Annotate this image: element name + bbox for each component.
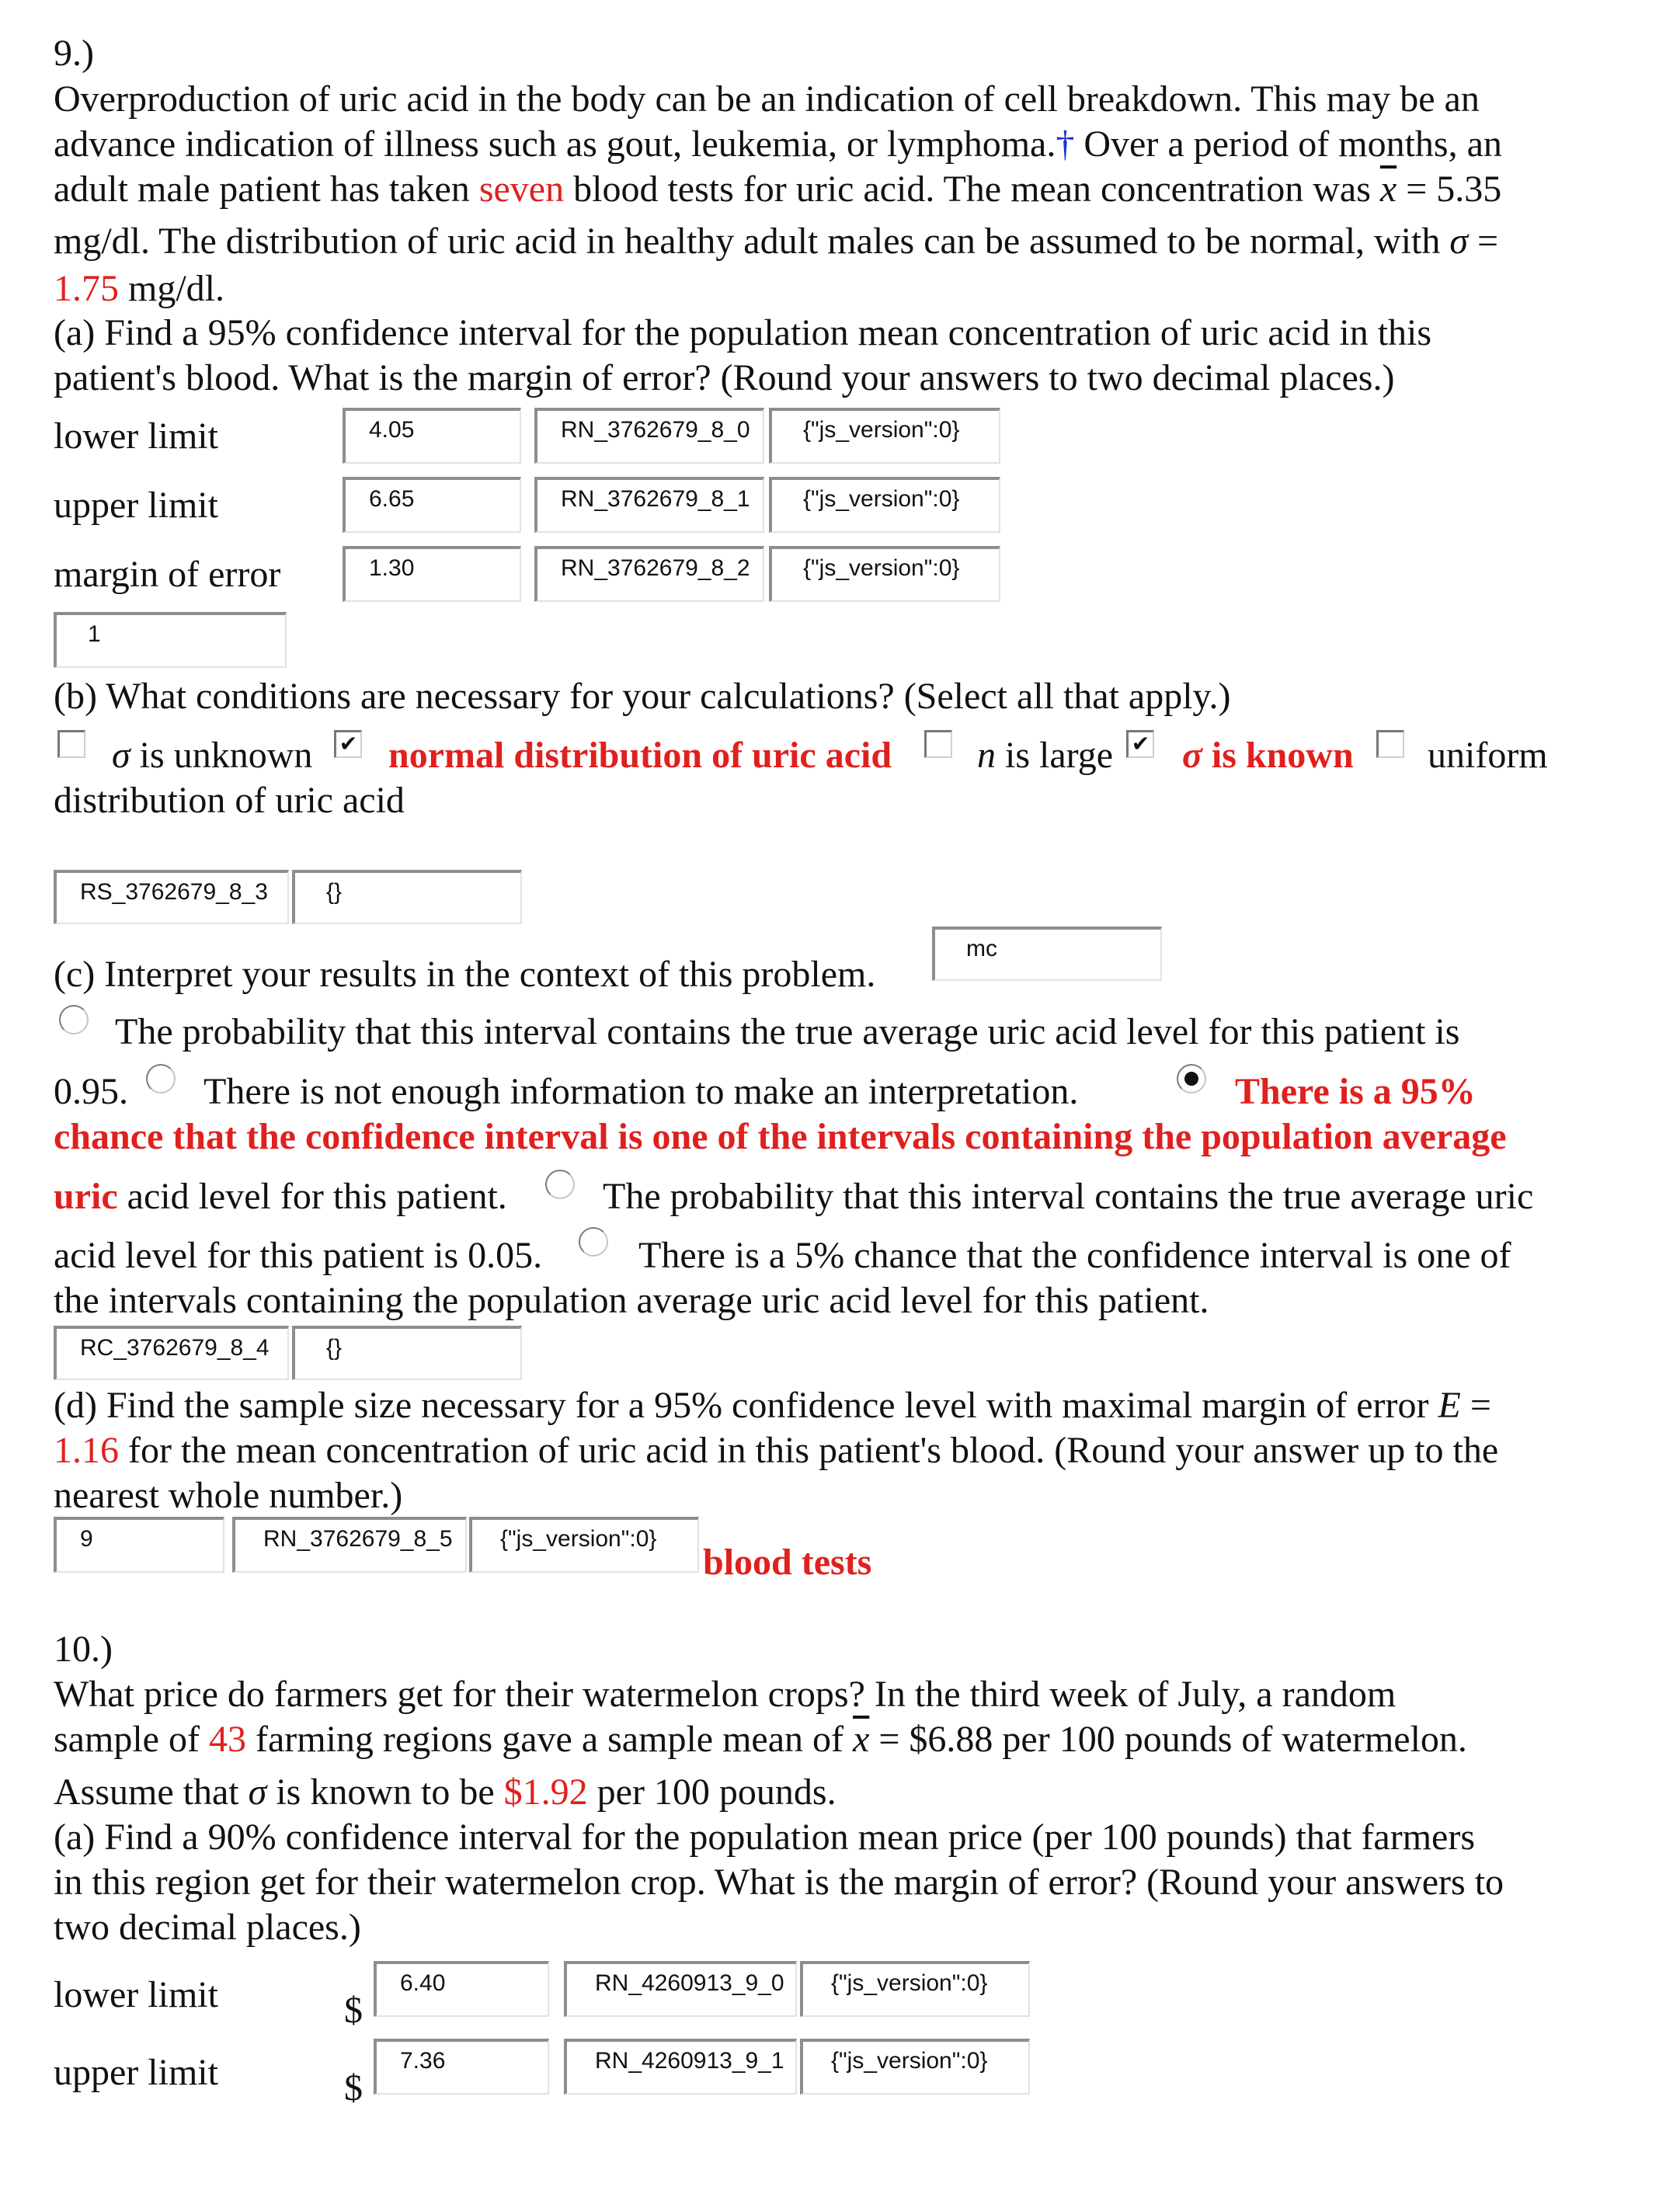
q9a-margin-of-error-input[interactable]: 1.30	[343, 546, 521, 602]
normal-distribution-label: normal distribution of uric acid	[388, 735, 892, 776]
uniform-distribution-label-2: distribution of uric acid	[54, 780, 405, 821]
q10a-upper-limit-js-field[interactable]: {"js_version":0}	[800, 2039, 1030, 2095]
q9c-option-3-radio[interactable]	[1177, 1064, 1206, 1094]
q9d-sample-size-input[interactable]: 9	[54, 1517, 224, 1573]
question-9-number: 9.)	[54, 33, 94, 74]
margin-e-value: 1.16	[54, 1430, 119, 1471]
q9c-rc-js-field[interactable]: {}	[292, 1326, 522, 1380]
q10-intro-line-3: Assume that σ is known to be $1.92 per 100 pounds.	[54, 1772, 837, 1813]
q9d-text-line-2: 1.16 for the mean concentration of uric acid in this patient's blood. (Round your answer up to the	[54, 1430, 1499, 1471]
q10a-upper-limit-rn-field[interactable]: RN_4260913_9_1	[564, 2039, 797, 2095]
uniform-distribution-checkbox[interactable]	[1376, 730, 1404, 758]
q9c-option-5-text-2: the intervals containing the population average uric acid level for this patient.	[54, 1280, 1209, 1321]
q9-intro-line-5: 1.75 mg/dl.	[54, 268, 225, 309]
question-10-number: 10.)	[54, 1629, 113, 1670]
q10a-text-line-1: (a) Find a 90% confidence interval for the population mean price (per 100 pounds) that farmers	[54, 1817, 1476, 1858]
q10a-upper-limit-input[interactable]: 7.36	[374, 2039, 549, 2095]
q9c-option-2-text: There is not enough information to make an interpretation.	[203, 1071, 1079, 1112]
q9c-option-4-text-2: acid level for this patient is 0.05.	[54, 1235, 543, 1276]
sigma-known-label: σ is known	[1182, 735, 1354, 776]
sigma-known-checkbox[interactable]: ✔	[1126, 730, 1154, 758]
q9c-option-1-text-1: The probability that this interval contains the true average uric acid level for this patient is	[115, 1011, 1460, 1052]
q9a-text-line-2: patient's blood. What is the margin of error? (Round your answers to two decimal places.)	[54, 357, 1395, 398]
q9a-upper-limit-js-field[interactable]: {"js_version":0}	[769, 477, 1000, 533]
q9c-option-5-text-1: There is a 5% chance that the confidence interval is one of	[638, 1235, 1511, 1276]
q9d-text-line-1: (d) Find the sample size necessary for a 95% confidence level with maximal margin of error E =	[54, 1385, 1491, 1426]
q9c-option-5-radio[interactable]	[579, 1227, 608, 1257]
q9b-rs-js-field[interactable]: {}	[292, 870, 522, 924]
uniform-distribution-label-1: uniform	[1428, 735, 1548, 776]
q9d-unit-label: blood tests	[703, 1542, 872, 1583]
sample-size-43: 43	[208, 1719, 246, 1760]
q9a-upper-limit-label: upper limit	[54, 485, 218, 526]
q9c-option-4-radio[interactable]	[545, 1170, 575, 1199]
q9a-text-line-1: (a) Find a 95% confidence interval for the population mean concentration of uric acid in this	[54, 312, 1432, 353]
q10a-lower-limit-input[interactable]: 6.40	[374, 1961, 549, 2017]
footnote-dagger-link[interactable]: †	[1056, 123, 1075, 165]
q9c-option-3-text-1: There is a 95%	[1235, 1071, 1476, 1112]
q10a-upper-limit-label: upper limit	[54, 2052, 218, 2093]
sample-count-seven: seven	[478, 169, 565, 210]
q9d-js-field[interactable]: {"js_version":0}	[469, 1517, 699, 1573]
q10a-lower-limit-rn-field[interactable]: RN_4260913_9_0	[564, 1961, 797, 2017]
q9a-upper-limit-rn-field[interactable]: RN_3762679_8_1	[534, 477, 764, 533]
q9a-lower-limit-input[interactable]: 4.05	[343, 408, 521, 464]
q9a-lower-limit-js-field[interactable]: {"js_version":0}	[769, 408, 1000, 464]
q10a-lower-limit-label: lower limit	[54, 1974, 218, 2015]
sigma-unknown-checkbox[interactable]	[57, 730, 85, 758]
q9a-upper-limit-input[interactable]: 6.65	[343, 477, 521, 533]
q9-intro-line-2: advance indication of illness such as gout, leukemia, or lymphoma.† Over a period of months, an	[54, 123, 1502, 165]
q10a-lower-dollar-sign: $	[344, 1990, 363, 2031]
q9a-lower-limit-label: lower limit	[54, 415, 218, 457]
q9c-question: (c) Interpret your results in the context of this problem.	[54, 954, 876, 995]
q9c-rc-field[interactable]: RC_3762679_8_4	[54, 1326, 289, 1380]
q10a-text-line-3: two decimal places.)	[54, 1907, 361, 1948]
q9a-margin-of-error-rn-field[interactable]: RN_3762679_8_2	[534, 546, 764, 602]
q9a-extra-input[interactable]: 1	[54, 612, 287, 668]
q9d-text-line-3: nearest whole number.)	[54, 1475, 403, 1516]
sigma-unknown-label: σ is unknown	[112, 735, 313, 776]
q9c-option-3-text-3: uric acid level for this patient.	[54, 1176, 507, 1217]
q10a-upper-dollar-sign: $	[344, 2067, 363, 2109]
q9c-option-1-text-2: 0.95.	[54, 1071, 128, 1112]
q9a-margin-of-error-label: margin of error	[54, 554, 281, 595]
q9c-option-2-radio[interactable]	[146, 1064, 176, 1094]
q9c-option-3-text-2: chance that the confidence interval is one of the intervals containing the population average	[54, 1116, 1507, 1157]
q9a-margin-of-error-js-field[interactable]: {"js_version":0}	[769, 546, 1000, 602]
q9d-rn-field[interactable]: RN_3762679_8_5	[232, 1517, 467, 1573]
q9-intro-line-1: Overproduction of uric acid in the body can be an indication of cell breakdown. This may be an	[54, 78, 1480, 120]
q9b-rs-field[interactable]: RS_3762679_8_3	[54, 870, 289, 924]
q9b-question: (b) What conditions are necessary for your calculations? (Select all that apply.)	[54, 676, 1231, 717]
q10-intro-line-1: What price do farmers get for their watermelon crops? In the third week of July, a random	[54, 1674, 1397, 1715]
normal-distribution-checkbox[interactable]: ✔	[334, 730, 362, 758]
q9-intro-line-3: adult male patient has taken seven blood tests for uric acid. The mean concentration was $\overline{x} = 5.35$	[54, 169, 1502, 210]
q9c-option-1-radio[interactable]	[59, 1005, 89, 1034]
n-is-large-label: n is large	[977, 735, 1114, 776]
q9c-mc-field[interactable]: mc	[932, 927, 1162, 981]
n-is-large-checkbox[interactable]	[924, 730, 952, 758]
q10-intro-line-2: sample of 43 farming regions gave a sample mean of $\overline{x}$ = $6.88 per 100 pounds of watermelon.	[54, 1719, 1467, 1760]
sigma-value: 1.75	[54, 268, 119, 309]
q9c-option-4-text-1: The probability that this interval contains the true average uric	[603, 1176, 1534, 1217]
q9-intro-line-4: mg/dl. The distribution of uric acid in healthy adult males can be assumed to be normal, with σ =	[54, 221, 1499, 262]
q10a-lower-limit-js-field[interactable]: {"js_version":0}	[800, 1961, 1030, 2017]
q10a-text-line-2: in this region get for their watermelon crop. What is the margin of error? (Round your answers to	[54, 1862, 1504, 1903]
q10-sigma-value: $1.92	[503, 1772, 588, 1813]
q9a-lower-limit-rn-field[interactable]: RN_3762679_8_0	[534, 408, 764, 464]
